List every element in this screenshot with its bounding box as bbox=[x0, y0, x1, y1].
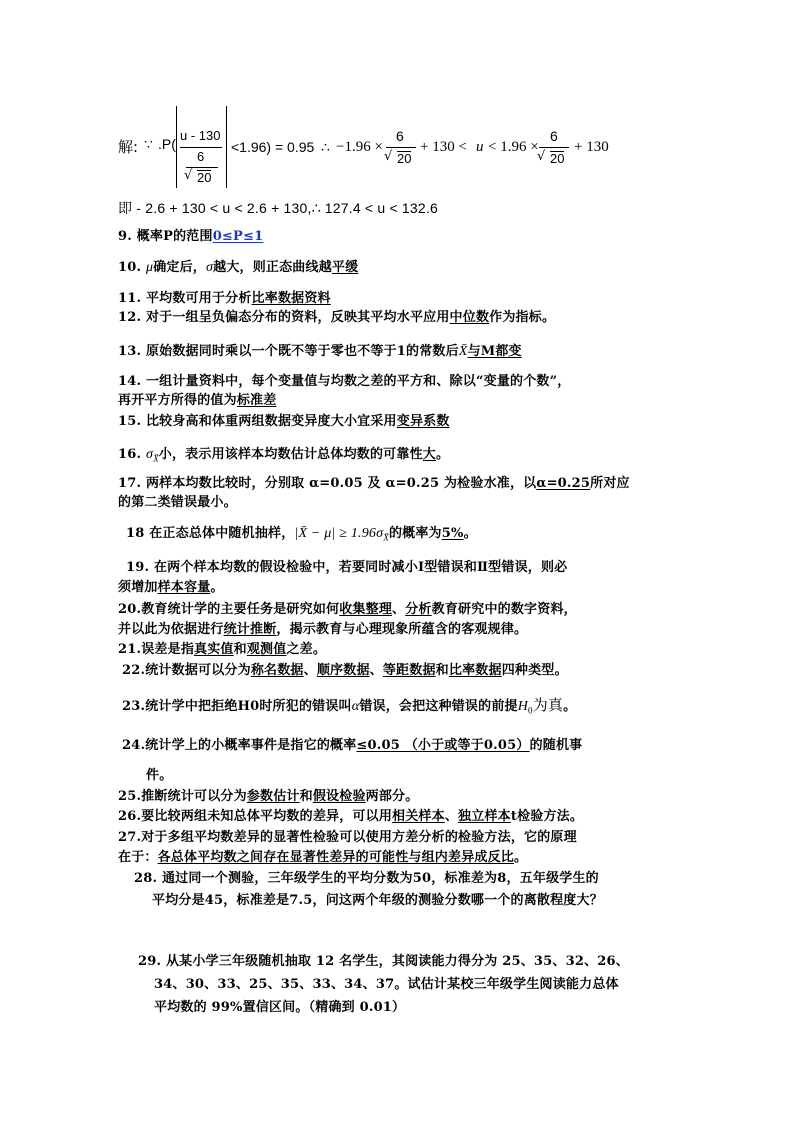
solution-formula bbox=[118, 102, 638, 197]
item-17-line-2: 的第二类错误最小。 bbox=[118, 495, 237, 510]
frac3-line bbox=[539, 147, 569, 148]
item-14-line-2: 再开平方所得的值为标准差 bbox=[118, 393, 277, 408]
item-18: 18 在正态总体中随机抽样，|X̄ − $\mu| \ge 1.96\sigma_{X̄}$的概率为5%。 bbox=[126, 526, 477, 543]
item-16: 16. $\sigma_{X̄}$小，表示用该样本均数估计总体均数的可靠性大。 bbox=[118, 447, 450, 464]
item-29-line-2: 34、30、33、25、35、33、34、37。试估计某校三年级学生阅读能力总体 bbox=[154, 977, 619, 992]
item-29-line-1: 29. 从某小学三年级随机抽取 12 名学生，其阅读能力得分为 25、35、32、26、 bbox=[138, 954, 629, 969]
frac3-rad: 20 bbox=[550, 151, 565, 166]
sqrt-icon: √ bbox=[184, 168, 193, 183]
var-u: u bbox=[476, 139, 484, 155]
item-10: 10. μ确定后，σ越大，则正态曲线越平缓 bbox=[118, 260, 359, 275]
item-24: 24.统计学上的小概率事件是指它的概率≤0.05 （小于或等于0.05）的随机事 bbox=[122, 738, 583, 753]
alpha-symbol: α bbox=[351, 699, 360, 714]
item-27-line-2: 在于：各总体平均数之间存在显著性差异的可能性与组内差异成反比。 bbox=[118, 850, 528, 865]
frac3-numerator: 6 bbox=[550, 128, 558, 144]
item-17-line-1: 17. 两样本均数比较时，分别取 α=0.05 及 α=0.25 为检验水准，以α=0.25所对应 bbox=[118, 476, 630, 491]
item-11: 11. 平均数可用于分析比率数据资料 bbox=[118, 291, 331, 306]
answer: α=0.25 bbox=[536, 476, 591, 491]
expr-b: + 130 < bbox=[420, 139, 467, 155]
prob-open: .P( bbox=[158, 136, 176, 152]
item-28-line-1: 28. 通过同一个测验，三年级学生的平均分数为50，标准差为8，五年级学生的 bbox=[134, 871, 599, 886]
item-14-line-1: 14. 一组计量资料中，每个变量值与均数之差的平方和、除以“变量的个数”， bbox=[118, 374, 571, 389]
item-22: 22.统计数据可以分为称名数据、顺序数据、等距数据和比率数据四种类型。 bbox=[122, 663, 568, 678]
frac2-rad: 20 bbox=[397, 151, 412, 166]
answer: 标准差 bbox=[236, 393, 277, 408]
answer: 变异系数 bbox=[396, 414, 450, 429]
expr-a: −1.96 × bbox=[336, 139, 383, 155]
answer: 中位数 bbox=[449, 310, 490, 325]
item-21: 21.误差是指真实值和观测值之差。 bbox=[118, 642, 327, 657]
answer: 5% bbox=[441, 526, 464, 541]
abs-bar-left bbox=[176, 106, 177, 188]
fraction-den-num: 6 bbox=[197, 149, 205, 164]
answer: 比率数据资料 bbox=[251, 291, 331, 306]
because-symbol: ∵ bbox=[144, 136, 153, 152]
frac2-numerator: 6 bbox=[396, 128, 404, 144]
mu-symbol: μ bbox=[145, 260, 154, 275]
answer: 0≤P≤1 bbox=[212, 229, 264, 244]
formula-abs: |X̄ − μ| ≥ 1.96σ bbox=[294, 526, 384, 541]
item-28-line-2: 平均分是45，标准差是7.5，问这两个年级的测验分数哪一个的离散程度大？ bbox=[152, 893, 603, 908]
fraction-den-rad: 20 bbox=[197, 170, 212, 185]
sqrt-icon: √ bbox=[537, 149, 546, 164]
sqrt-icon: √ bbox=[384, 149, 393, 164]
sigma-symbol: σ bbox=[206, 260, 214, 275]
x-bar-symbol: X̄ bbox=[458, 344, 468, 359]
therefore-symbol: ∴ bbox=[321, 139, 330, 155]
item-20-line-1: 20.教育统计学的主要任务是研究如何收集整理、分析教育研究中的数字资料， bbox=[118, 602, 577, 617]
expr-d: + 130 bbox=[574, 139, 609, 155]
item-24-line-2: 件。 bbox=[146, 768, 173, 783]
answer: 各总体平均数之间存在显著性差异的可能性与组内差异成反比 bbox=[157, 850, 515, 865]
item-23: 23.统计学中把拒绝H0时所犯的错误叫α错误，会把这种错误的前提$H_0$为真。 bbox=[122, 697, 577, 716]
fraction-numerator: u - 130 bbox=[180, 128, 221, 143]
item-27-line-1: 27.对于多组平均数差异的显著性检验可以使用方差分析的检验方法，它的原理 bbox=[118, 830, 577, 845]
answer: ≤0.05 （小于或等于0.05） bbox=[356, 738, 530, 753]
answer: 平缓 bbox=[331, 260, 359, 275]
solution-label: 解: bbox=[118, 138, 139, 156]
abs-bar-right bbox=[226, 106, 227, 188]
item-29-line-3: 平均数的 99%置信区间。（精确到 0.01） bbox=[154, 1000, 406, 1015]
item-25: 25.推断统计可以分为参数估计和假设检验两部分。 bbox=[118, 789, 419, 804]
fraction-line bbox=[180, 147, 222, 148]
item-13: 13. 原始数据同时乘以一个既不等于零也不等于1的常数后X̄与M都变 bbox=[118, 344, 522, 359]
answer: 大 bbox=[422, 447, 436, 462]
sigma-symbol: σ bbox=[145, 447, 154, 462]
after-abs: <1.96) = 0.95 bbox=[231, 139, 315, 155]
item-19-line-1: 19. 在两个样本均数的假设检验中，若要同时减小Ⅰ型错误和Ⅱ型错误，则必 bbox=[126, 560, 568, 575]
item-20-line-2: 并以此为依据进行统计推断，揭示教育与心理现象所蕴含的客观规律。 bbox=[118, 622, 528, 637]
item-26: 26.要比较两组未知总体平均数的差异，可以用相关样本、独立样本t检验方法。 bbox=[118, 809, 584, 824]
frac2-line bbox=[386, 147, 416, 148]
answer: 样本容量 bbox=[157, 580, 211, 595]
item-19-line-2: 须增加样本容量。 bbox=[118, 580, 224, 595]
item-12: 12. 对于一组呈负偏态分布的资料，反映其平均水平应用中位数作为指标。 bbox=[118, 310, 556, 325]
solution-line-2: 即 - 2.6 + 130 < u < 2.6 + 130,∴ 127.4 < u < 132.6 bbox=[118, 200, 438, 216]
expr-c: < 1.96 × bbox=[488, 139, 539, 155]
item-15: 15. 比较身高和体重两组数据变异度大小宜采用变异系数 bbox=[118, 414, 450, 429]
item-9: 9. 概率P的范围0≤P≤1 bbox=[118, 229, 264, 244]
